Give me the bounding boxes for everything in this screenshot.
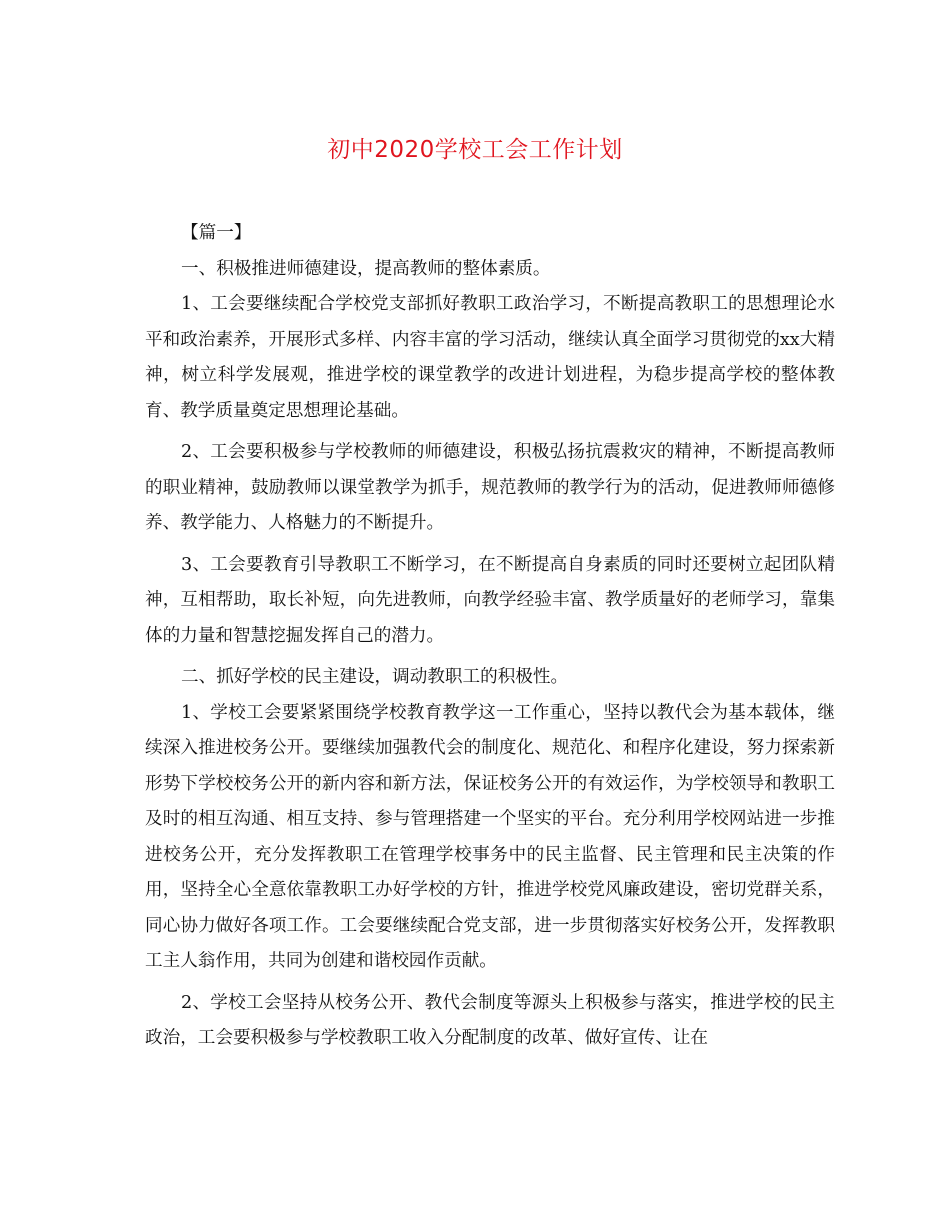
section-heading: 一、积极推进师德建设，提高教师的整体素质。 (181, 258, 551, 279)
paragraph: 2、工会要积极参与学校教师的师德建设，积极弘扬抗震救灾的精神，不断提高教师的职业精神，鼓励教师以课堂教学为抓手，规范教师的教学行为的活动，促进教师师德修养、教学能力、人格魅力的不断提升。 (145, 442, 835, 533)
paragraph: 2、学校工会坚持从校务公开、教代会制度等源头上积极参与落实，推进学校的民主政治，工会要积极参与学校教职工收入分配制度的改革、做好宣传、让在 (145, 992, 835, 1048)
document-body (145, 216, 835, 1063)
document-title: 初中2020学校工会工作计划 (327, 137, 623, 163)
section-heading: 二、抓好学校的民主建设，调动教职工的积极性。 (181, 667, 569, 687)
section-heading: 【篇一】 (181, 223, 252, 243)
paragraph: 1、学校工会要紧紧围绕学校教育教学这一工作重心，坚持以教代会为基本载体，继续深入推进校务公开。要继续加强教代会的制度化、规范化、和程序化建设，努力探索新形势下学校校务公开的新内容和新方法，保证校务公开的有效运作，为学校领导和教职工及时的相互沟通、相互支持、参与管理搭建一个坚实的平台。充分利用学校网站进一步推进校务公开，充分发挥教职工在管理学校事务中的民主监督、民主管理和民主决策的作用，坚持全心全意依靠教职工办好学校的方针，推进学校党风廉政建设，密切党群关系，同心协力做好各项工作。工会要继续配合党支部，进一步贯彻落实好校务公开，发挥教职工主人翁作用，共同为创建和谐校园作贡献。 (145, 702, 835, 971)
paragraph: 3、工会要教育引导教职工不断学习，在不断提高自身素质的同时还要树立起团队精神，互相帮助，取长补短，向先进教师，向教学经验丰富、教学质量好的老师学习，靠集体的力量和智慧挖掘发挥自己的潜力。 (145, 554, 835, 646)
paragraph: 1、工会要继续配合学校党支部抓好教职工政治学习，不断提高教职工的思想理论水平和政治素养，开展形式多样、内容丰富的学习活动，继续认真全面学习贯彻党的xx大精神，树立科学发展观，推进学校的课堂教学的改进计划进程，为稳步提高学校的整体教育、教学质量奠定思想理论基础。 (145, 294, 835, 421)
